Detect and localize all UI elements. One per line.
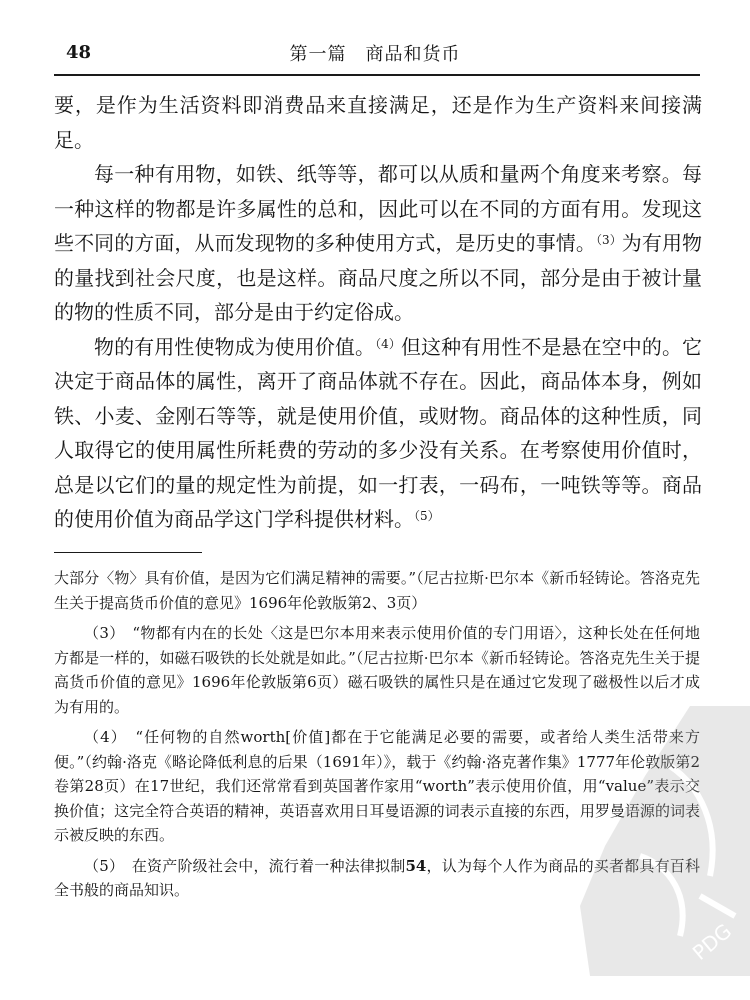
header-rule [54,74,700,76]
watermark-seal [550,706,750,976]
paragraph-2 [54,157,702,330]
paragraph-2-text-b: 为有用物的量找到社会尺度，也是这样。商品尺度之所以不同，部分是由于被计量的物的性质不同，部分是由于约定俗成。 [54,231,703,324]
footnote-4: （4） “任何物的自然worth[价值]都在于它能满足必要的需要，或者给人类生活带来方便。”（约翰·洛克《略论降低利息的后果（1691年）》，载于《约翰·洛克著作集》1777年伦敦版第2卷第28页）在17世纪，我们还常常看到英国著作家用“worth”表示使用价值，用“value”表示交换价值；这完全符合英语的精神，英语喜欢用日耳曼语源的词表示直接的东西，用罗曼语源的词表示被反映的东西。 [54,728,700,844]
paragraph-3-text-a: 物的有用性使物成为使用价值。 [94,334,376,359]
footnote-ref-3: （3） [595,233,622,247]
footnote-continued: 大部分〈物〉具有价值，是因为它们满足精神的需要。”（尼古拉斯·巴尔本《新币轻铸论。答洛克先生关于提高货币价值的意见》1696年伦敦版第2、3页） [54,569,700,612]
paragraph-3-text-b: 但这种有用性不是悬在空中的。它决定于商品体的属性，离开了商品体就不存在。因此，商品体本身，例如铁、小麦、金刚石等等，就是使用价值，或财物。商品体的这种性质，同人取得它的使用属性所耗费的劳动的多少没有关系。在考察使用价值时，总是以它们的量的规定性为前提，如一打表，一码布，一吨铁等等。商品的使用价值为商品学这门学科提供材料。 [54,334,703,531]
footnote-5-text-a: （5） 在资产阶级社会中，流行着一种法律拟制 [84,856,406,875]
page-number: 48 [66,42,92,63]
footnote-rule [54,552,202,553]
paragraph-3 [54,330,702,537]
footnote-ref-5: （5） [414,509,440,523]
editor-note-number: 54 [405,856,427,875]
footnote-ref-4: （4） [375,336,401,351]
running-head: 第一篇 商品和货币 [289,44,461,65]
watermark-label: PDG [687,918,737,965]
paragraph-2-text-a: 每一种有用物，如铁、纸等等，都可以从质和量两个角度来考察。每一种这样的物都是许多属性的总和，因此可以在不同的方面有用。发现这些不同的方面，从而发现物的多种使用方式，是历史的事情。 [54,162,702,255]
body-text [54,88,702,537]
footnote-3: （3） “物都有内在的长处〈这是巴尔本用来表示使用价值的专门用语〉，这种长处在任何地方都是一样的，如磁石吸铁的长处就是如此。”（尼古拉斯·巴尔本《新币轻铸论。答洛克先生关于提高货币价值的意见》1696年伦敦版第6页）磁石吸铁的属性只是在通过它发现了磁极性以后才成为有用的。 [54,624,700,716]
paragraph-1: 要，是作为生活资料即消费品来直接满足，还是作为生产资料来间接满足。 [54,93,702,152]
footnote-5-text-b: ，认为每个人作为商品的买者都具有百科全书般的商品知识。 [54,856,700,899]
